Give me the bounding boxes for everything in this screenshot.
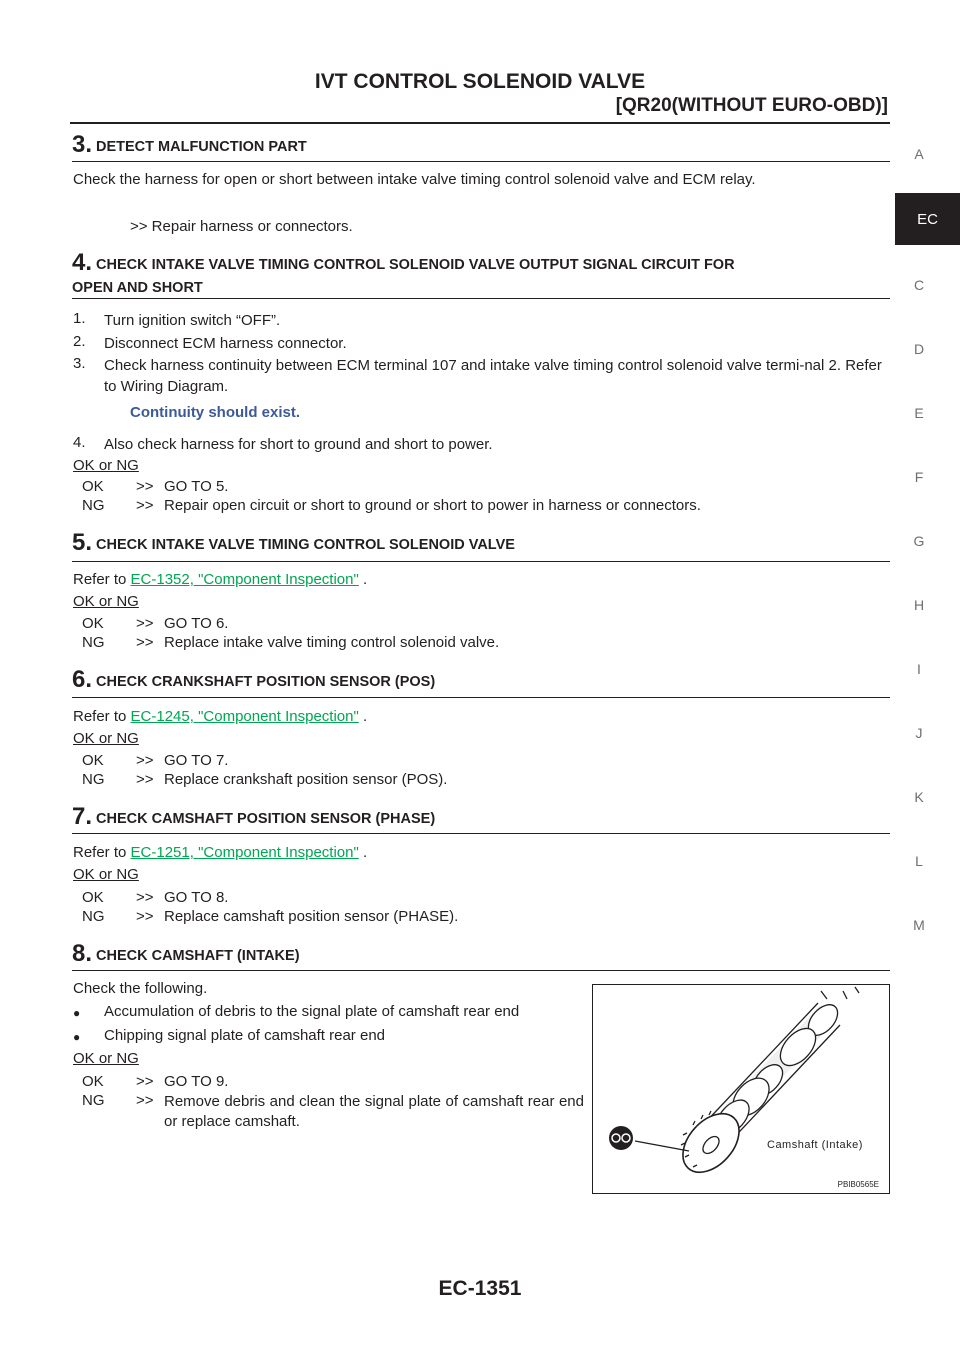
ec-1245-component-inspection-link[interactable]: EC-1245, "Component Inspection" [130, 708, 359, 725]
section-3-number: 3. [72, 131, 93, 158]
ec-1352-component-inspection-link[interactable]: EC-1352, "Component Inspection" [130, 571, 359, 588]
section-4-rule [72, 298, 890, 299]
section-4-title-line1: CHECK INTAKE VALVE TIMING CONTROL SOLENOID VALVE OUTPUT SIGNAL CIRCUIT FOR [96, 257, 735, 273]
section-3-action: >> Repair harness or connectors. [130, 218, 353, 235]
section-6-number: 6. [72, 666, 93, 693]
section-6-ok-or-ng: OK or NG [73, 730, 139, 747]
list-item: 1. Turn ignition switch “OFF”. [73, 310, 281, 329]
side-index-g[interactable]: G [913, 533, 925, 549]
section-5-heading [72, 531, 888, 557]
side-index-i[interactable]: I [917, 661, 921, 677]
section-7-heading [72, 805, 888, 831]
section-5-ok-or-ng: OK or NG [73, 593, 139, 610]
section-8-ng-row: NG >> Remove debris and clean the signal plate of camshaft rear end or replace camshaft. [82, 1092, 584, 1130]
list-item: ● Accumulation of debris to the signal plate of camshaft rear end [73, 1003, 519, 1023]
section-7-rule [72, 833, 890, 834]
list-item: 2. Disconnect ECM harness connector. [73, 333, 347, 352]
section-3-body: Check the harness for open or short between intake valve timing control solenoid valve and ECM relay. [73, 171, 756, 188]
section-8-rule [72, 970, 890, 971]
section-3-title: DETECT MALFUNCTION PART [96, 139, 307, 155]
section-6-ng-row: NG >> Replace crankshaft position sensor (POS). [82, 771, 448, 788]
ec-1251-component-inspection-link[interactable]: EC-1251, "Component Inspection" [130, 844, 359, 861]
section-4-number: 4. [72, 249, 93, 276]
continuity-spec: Continuity should exist. [130, 404, 301, 421]
section-4-ok-row: OK >> GO TO 5. [82, 478, 229, 495]
bullet-icon: ● [73, 1006, 81, 1020]
side-index-e[interactable]: E [914, 405, 924, 421]
list-item: ● Chipping signal plate of camshaft rear end [73, 1027, 385, 1047]
side-index-l[interactable]: L [915, 853, 923, 869]
list-item: 4. Also check harness for short to ground and short to power. [73, 434, 493, 453]
section-5-ng-row: NG >> Replace intake valve timing control solenoid valve. [82, 634, 500, 651]
section-8-title: CHECK CAMSHAFT (INTAKE) [96, 948, 300, 964]
section-4-heading [72, 251, 888, 300]
header-rule [70, 122, 890, 124]
figure-code: PBIB0565E [837, 1180, 879, 1189]
section-6-rule [72, 697, 890, 698]
section-8-intro: Check the following. [73, 980, 208, 997]
side-index-j[interactable]: J [915, 725, 923, 741]
side-index-k[interactable]: K [914, 789, 924, 805]
section-7-title: CHECK CAMSHAFT POSITION SENSOR (PHASE) [96, 811, 436, 827]
section-7-ng-row: NG >> Replace camshaft position sensor (PHASE). [82, 908, 459, 925]
figure-label: Camshaft (Intake) [767, 1139, 863, 1151]
side-index-m[interactable]: M [913, 917, 925, 933]
section-3-heading [72, 133, 888, 159]
bullet-icon: ● [73, 1030, 81, 1044]
section-5-title: CHECK INTAKE VALVE TIMING CONTROL SOLENOID VALVE [96, 537, 515, 553]
page-number: EC-1351 [438, 1277, 522, 1300]
section-5-rule [72, 561, 890, 562]
side-index-h[interactable]: H [913, 597, 925, 613]
section-7-refer: Refer to EC-1251, "Component Inspection" . [73, 844, 368, 861]
section-5-refer: Refer to EC-1352, "Component Inspection" . [73, 571, 368, 588]
side-index-a[interactable]: A [914, 146, 924, 162]
section-8-ok-or-ng: OK or NG [73, 1050, 139, 1067]
page-title: IVT CONTROL SOLENOID VALVE [314, 70, 646, 93]
side-index-c[interactable]: C [913, 277, 925, 293]
section-6-heading [72, 668, 888, 694]
section-3-rule [72, 161, 890, 162]
section-7-ok-row: OK >> GO TO 8. [82, 889, 229, 906]
section-8-heading [72, 942, 888, 968]
camshaft-figure [592, 984, 890, 1194]
list-item: 3. Check harness continuity between ECM terminal 107 and intake valve timing control solenoid valve termi-nal 2. Refer to Wiring Diagram. [73, 355, 882, 395]
side-index-ec-tab[interactable]: EC [895, 193, 960, 245]
section-4-title-line2: OPEN AND SHORT [72, 280, 203, 296]
section-8-ok-row: OK >> GO TO 9. [82, 1073, 229, 1090]
section-5-number: 5. [72, 529, 93, 556]
section-5-ok-row: OK >> GO TO 6. [82, 615, 229, 632]
section-7-number: 7. [72, 803, 93, 830]
section-4-ng-row: NG >> Repair open circuit or short to ground or short to power in harness or connectors. [82, 497, 701, 514]
page-subtitle: [QR20(WITHOUT EURO-OBD)] [615, 95, 888, 116]
side-index-f[interactable]: F [914, 469, 924, 485]
camshaft-illustration [593, 985, 889, 1193]
section-6-ok-row: OK >> GO TO 7. [82, 752, 229, 769]
side-index-d[interactable]: D [913, 341, 925, 357]
section-6-title: CHECK CRANKSHAFT POSITION SENSOR (POS) [96, 674, 436, 690]
section-4-ok-or-ng: OK or NG [73, 457, 139, 474]
section-6-refer: Refer to EC-1245, "Component Inspection" . [73, 708, 368, 725]
section-7-ok-or-ng: OK or NG [73, 866, 139, 883]
section-8-number: 8. [72, 940, 93, 967]
